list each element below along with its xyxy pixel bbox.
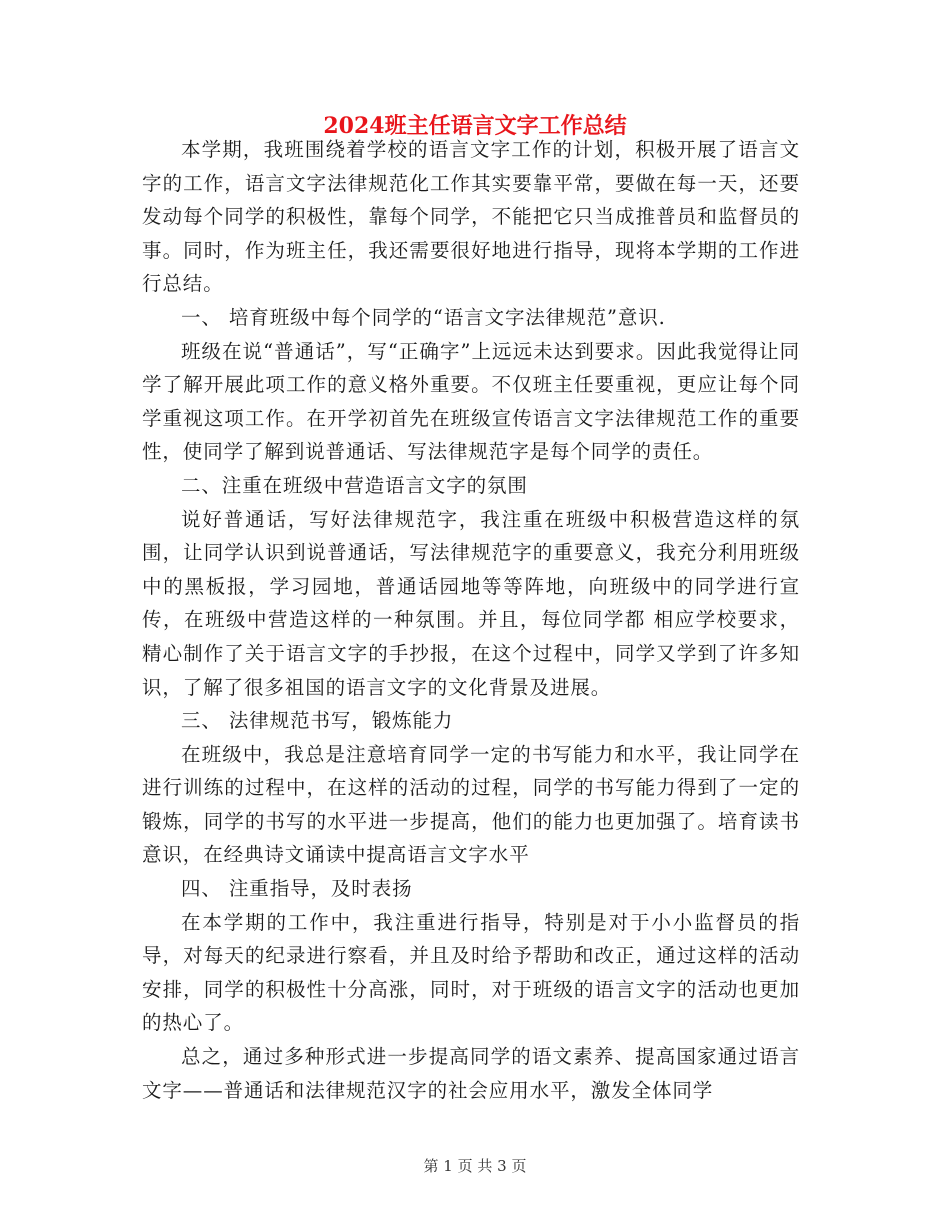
section-heading-1: 一、 培育班级中每个同学的“语言文字法律规范”意识. [181, 305, 666, 329]
paragraph-conclusion: 总之，通过多种形式进一步提高同学的语文素养、提高国家通过语言文字——普通话和法律规范汉字的社会应用水平，激发全体同学 [142, 1045, 800, 1102]
paragraph-section-2: 说好普通话，写好法律规范字，我注重在班级中积极营造这样的氛围，让同学认识到说普通话，写法律规范字的重要意义，我充分利用班级中的黑板报，学习园地，普通话园地等等阵地，向班级中的同学进行宣传，在班级中营造这样的一种氛围。并且，每位同学都 相应学校要求，精心制作了关于语言文字的手抄报，在这个过程中，同学又学到了许多知识，了解了很多祖国的语言文字的文化背景及进展。 [142, 507, 800, 699]
paragraph-section-1: 班级在说“普通话”，写“正确字”上远远未达到要求。因此我觉得让同学了解开展此项工作的意义格外重要。不仅班主任要重视，更应让每个同学重视这项工作。在开学初首先在班级宣传语言文字法律规范工作的重要性，使同学了解到说普通话、写法律规范字是每个同学的责任。 [142, 339, 800, 464]
page-number-footer: 第 1 页 共 3 页 [423, 1157, 527, 1175]
section-heading-3: 三、 法律规范书写，锻炼能力 [181, 709, 454, 733]
document-body [142, 133, 800, 1107]
section-heading-2: 二、注重在班级中营造语言文字的氛围 [181, 473, 528, 497]
document-title: 2024班主任语言文字工作总结 [323, 113, 627, 139]
paragraph-section-4: 在本学期的工作中，我注重进行指导，特别是对于小小监督员的指导，对每天的纪录进行察看，并且及时给予帮助和改正，通过这样的活动安排，同学的积极性十分高涨，同时，对于班级的语言文字的活动也更加的热心了。 [142, 910, 800, 1035]
paragraph-section-3: 在班级中，我总是注意培育同学一定的书写能力和水平，我让同学在进行训练的过程中，在这样的活动的过程，同学的书写能力得到了一定的锻炼，同学的书写的水平进一步提高，他们的能力也更加强了。培育读书意识，在经典诗文诵读中提高语言文字水平 [142, 742, 800, 867]
paragraph-intro: 本学期，我班围绕着学校的语言文字工作的计划，积极开展了语言文字的工作，语言文字法律规范化工作其实要靠平常，要做在每一天，还要发动每个同学的积极性，靠每个同学，不能把它只当成推普员和监督员的事。同时，作为班主任，我还需要很好地进行指导，现将本学期的工作进行总结。 [142, 138, 800, 296]
section-heading-4: 四、 注重指导，及时表扬 [181, 877, 413, 901]
